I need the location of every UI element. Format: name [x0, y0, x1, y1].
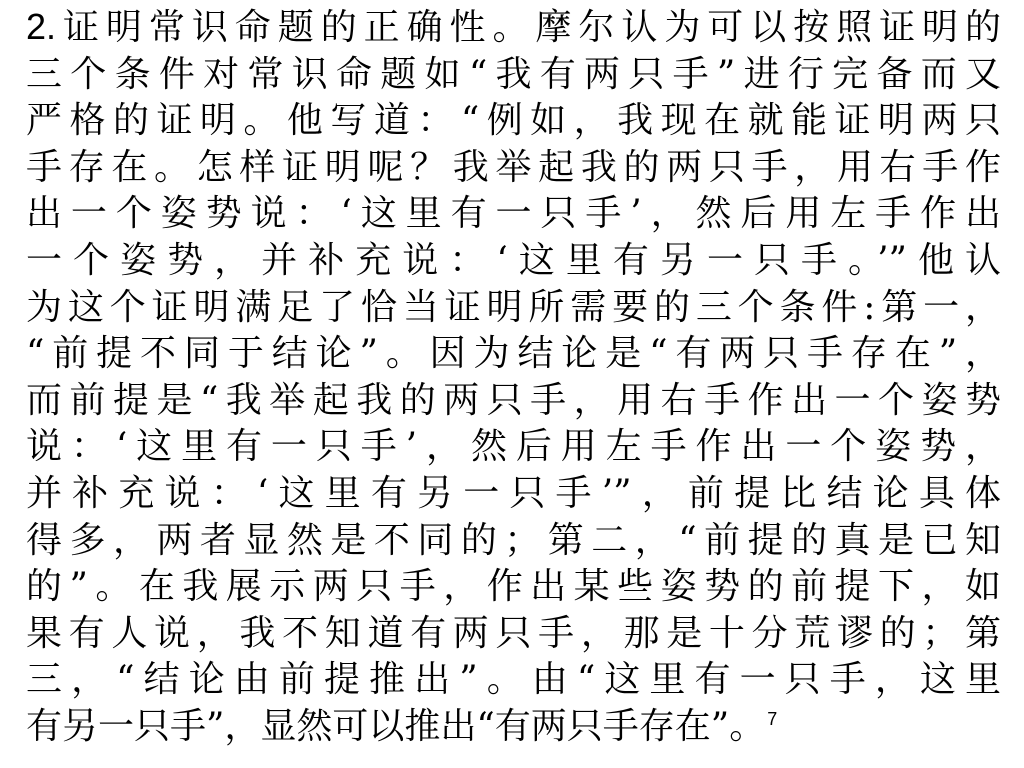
section-number: 2.: [26, 6, 57, 47]
text-line-16-content: 有另一只手”，显然可以推出“有两只手存在”。: [26, 705, 766, 747]
body-text: [26, 4, 1001, 751]
text-line-16: [26, 704, 1001, 751]
text-line-2: 三个条件对常识命题如“我有两只手”进行完备而又: [26, 53, 1001, 95]
text-line-14: 果有人说，我不知道有两只手，那是十分荒谬的；第: [26, 612, 1001, 654]
text-line-6: 一个姿势，并补充说：‘这里有另一只手。’”他认: [26, 239, 1001, 281]
text-line-10: 说：‘这里有一只手’，然后用左手作出一个姿势，: [26, 426, 1001, 468]
footnote-marker: 7: [767, 708, 778, 729]
text-line-13: 的”。在我展示两只手，作出某些姿势的前提下，如: [26, 566, 1001, 608]
text-line-4: 手存在。怎样证明呢？我举起我的两只手，用右手作: [26, 146, 1001, 188]
text-line-15: 三，“结论由前提推出”。由“这里有一只手，这里: [26, 659, 1001, 701]
text-line-11: 并补充说：‘这里有另一只手’”，前提比结论具体: [26, 472, 1001, 514]
text-line-12: 得多，两者显然是不同的；第二，“前提的真是已知: [26, 519, 1001, 561]
text-line-7: 为这个证明满足了恰当证明所需要的三个条件:第一，: [26, 286, 1001, 328]
text-line-8: “前提不同于结论”。因为结论是“有两只手存在”，: [26, 333, 1001, 375]
text-line-1-content: 证明常识命题的正确性。摩尔认为可以按照证明的: [56, 7, 1001, 48]
text-line-3: 严格的证明。他写道：“例如，我现在就能证明两只: [26, 100, 1001, 142]
text-line-5: 出一个姿势说：‘这里有一只手’，然后用左手作出: [26, 193, 1001, 235]
text-line-9: 而前提是“我举起我的两只手，用右手作出一个姿势: [26, 379, 1001, 421]
text-line-1: [26, 4, 1001, 52]
